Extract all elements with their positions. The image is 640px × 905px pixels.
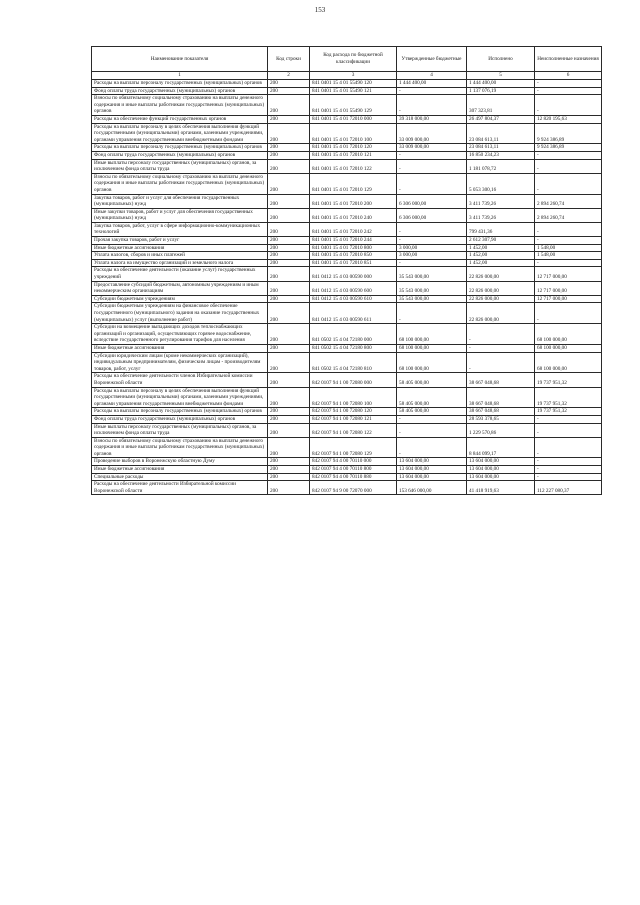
row-unexecuted: - bbox=[535, 222, 602, 236]
row-line-code: 200 bbox=[268, 437, 310, 458]
table-row bbox=[92, 194, 602, 208]
row-name: Расходы на обеспечение деятельности членов Избирательной комиссии Воронежской области bbox=[92, 373, 268, 387]
row-line-code: 200 bbox=[268, 373, 310, 387]
row-name: Уплата налога на имущество организаций и земельного налога bbox=[92, 259, 268, 267]
row-expense-code: 841 0401 15 4 01 55490 121 bbox=[310, 87, 397, 95]
row-expense-code: 841 0401 15 4 01 72010 242 bbox=[310, 222, 397, 236]
row-unexecuted: 2 894 260,74 bbox=[535, 194, 602, 208]
row-line-code: 200 bbox=[268, 222, 310, 236]
header-approved: Утвержденные бюджетные bbox=[397, 47, 467, 72]
row-approved: 13 604 000,00 bbox=[397, 473, 467, 481]
row-executed: 8 844 099,17 bbox=[467, 437, 535, 458]
row-executed: 1 452,00 bbox=[467, 244, 535, 252]
row-approved: 3 000,00 bbox=[397, 252, 467, 260]
row-line-code: 200 bbox=[268, 415, 310, 423]
header-unexecuted: Неисполненные назначения bbox=[535, 47, 602, 72]
column-number-row bbox=[92, 72, 602, 80]
row-line-code: 200 bbox=[268, 281, 310, 295]
row-line-code: 200 bbox=[268, 244, 310, 252]
row-executed: 13 604 000,00 bbox=[467, 466, 535, 474]
table-row bbox=[92, 466, 602, 474]
row-line-code: 200 bbox=[268, 267, 310, 281]
table-row bbox=[92, 144, 602, 152]
row-name: Субсидии бюджетным учреждениям на финансовое обеспечение государственного (муниципального) задания на оказание государственных (муниципальных) услуг (выполнение работ) bbox=[92, 303, 268, 324]
row-unexecuted: - bbox=[535, 303, 602, 324]
row-expense-code: 841 0401 15 4 01 72010 850 bbox=[310, 252, 397, 260]
row-unexecuted: 12 717 000,00 bbox=[535, 281, 602, 295]
row-expense-code: 841 0502 15 4 04 72180 810 bbox=[310, 352, 397, 373]
table-row bbox=[92, 415, 602, 423]
row-approved: 13 604 000,00 bbox=[397, 458, 467, 466]
row-executed: 38 667 048,68 bbox=[467, 408, 535, 416]
row-expense-code: 842 0107 94 1 00 72080 129 bbox=[310, 437, 397, 458]
row-executed: 1 452,00 bbox=[467, 259, 535, 267]
table-row bbox=[92, 252, 602, 260]
row-expense-code: 841 0412 15 4 03 00590 600 bbox=[310, 281, 397, 295]
table-row bbox=[92, 373, 602, 387]
row-approved: - bbox=[397, 87, 467, 95]
row-unexecuted: 1 548,00 bbox=[535, 252, 602, 260]
row-name: Взносы по обязательному социальному страхованию на выплаты денежного содержания и иные выплаты работникам государственных (муниципальных) органов bbox=[92, 437, 268, 458]
row-name: Фонд оплаты труда государственных (муниципальных) органов bbox=[92, 87, 268, 95]
row-unexecuted: 68 100 000,00 bbox=[535, 344, 602, 352]
column-number: 2 bbox=[268, 72, 310, 80]
row-unexecuted: - bbox=[535, 415, 602, 423]
row-line-code: 200 bbox=[268, 144, 310, 152]
row-approved: 35 543 000,00 bbox=[397, 295, 467, 303]
row-unexecuted: - bbox=[535, 259, 602, 267]
row-approved: 3 000,00 bbox=[397, 244, 467, 252]
row-unexecuted: 68 100 000,00 bbox=[535, 324, 602, 345]
row-approved: - bbox=[397, 437, 467, 458]
row-approved: - bbox=[397, 303, 467, 324]
row-expense-code: 842 0107 94 4 00 70110 800 bbox=[310, 466, 397, 474]
header-line-code: Код строки bbox=[268, 47, 310, 72]
row-line-code: 200 bbox=[268, 458, 310, 466]
row-unexecuted: 12 820 195,63 bbox=[535, 115, 602, 123]
row-expense-code: 842 0107 94 1 00 72080 121 bbox=[310, 415, 397, 423]
row-approved: 58 405 000,00 bbox=[397, 373, 467, 387]
row-unexecuted: 112 227 080,37 bbox=[535, 481, 602, 495]
row-line-code: 200 bbox=[268, 151, 310, 159]
row-unexecuted: 19 737 951,32 bbox=[535, 373, 602, 387]
table-row bbox=[92, 259, 602, 267]
row-unexecuted: - bbox=[535, 95, 602, 116]
row-executed: 41 418 919,63 bbox=[467, 481, 535, 495]
row-approved: - bbox=[397, 222, 467, 236]
row-executed: 1 452,00 bbox=[467, 252, 535, 260]
row-name: Закупка товаров, работ, услуг в сфере информационно-коммуникационных технологий bbox=[92, 222, 268, 236]
table-row bbox=[92, 437, 602, 458]
row-unexecuted: - bbox=[535, 159, 602, 173]
row-name: Иные закупки товаров, работ и услуг для обеспечения государственных (муниципальных) нужд bbox=[92, 208, 268, 222]
row-name: Взносы по обязательному социальному страхованию на выплаты денежного содержания и иные выплаты работникам государственных (муниципальных) органов bbox=[92, 173, 268, 194]
row-approved: 6 306 000,00 bbox=[397, 208, 467, 222]
row-expense-code: 841 0401 15 4 01 72010 800 bbox=[310, 244, 397, 252]
row-line-code: 200 bbox=[268, 115, 310, 123]
row-executed: 3 411 739,26 bbox=[467, 208, 535, 222]
row-expense-code: 842 0107 94 1 00 72080 120 bbox=[310, 408, 397, 416]
row-line-code: 200 bbox=[268, 324, 310, 345]
row-executed: 1 181 078,72 bbox=[467, 159, 535, 173]
table-row bbox=[92, 267, 602, 281]
row-executed: 16 850 234,23 bbox=[467, 151, 535, 159]
row-executed: 22 826 000,00 bbox=[467, 303, 535, 324]
row-approved: - bbox=[397, 151, 467, 159]
row-unexecuted: 9 924 386,89 bbox=[535, 144, 602, 152]
row-executed: 28 593 378,65 bbox=[467, 415, 535, 423]
row-name: Взносы по обязательному социальному страхованию на выплаты денежного содержания и иные выплаты работникам государственных (муниципальных) органов bbox=[92, 95, 268, 116]
row-line-code: 200 bbox=[268, 194, 310, 208]
row-executed: 5 053 300,16 bbox=[467, 173, 535, 194]
row-line-code: 200 bbox=[268, 295, 310, 303]
table-row bbox=[92, 281, 602, 295]
table-row bbox=[92, 473, 602, 481]
row-line-code: 200 bbox=[268, 123, 310, 144]
row-expense-code: 842 0107 94 9 00 72070 000 bbox=[310, 481, 397, 495]
row-approved: - bbox=[397, 159, 467, 173]
row-line-code: 200 bbox=[268, 208, 310, 222]
column-number: 1 bbox=[92, 72, 268, 80]
row-unexecuted: 2 894 260,74 bbox=[535, 208, 602, 222]
row-unexecuted: - bbox=[535, 473, 602, 481]
row-expense-code: 841 0401 15 4 01 72010 244 bbox=[310, 237, 397, 245]
row-approved: 35 543 000,00 bbox=[397, 281, 467, 295]
row-expense-code: 841 0502 15 4 04 72180 000 bbox=[310, 324, 397, 345]
table-row bbox=[92, 303, 602, 324]
row-approved: 39 318 000,00 bbox=[397, 115, 467, 123]
row-unexecuted: 9 924 386,89 bbox=[535, 123, 602, 144]
row-approved: 33 009 000,00 bbox=[397, 144, 467, 152]
table-row bbox=[92, 208, 602, 222]
row-approved: 35 543 000,00 bbox=[397, 267, 467, 281]
row-expense-code: 842 0107 94 1 00 72080 000 bbox=[310, 373, 397, 387]
row-name: Проведение выборов в Воронежскую областную Думу bbox=[92, 458, 268, 466]
row-approved: 58 405 000,00 bbox=[397, 387, 467, 408]
row-line-code: 200 bbox=[268, 252, 310, 260]
row-executed: 26 497 804,37 bbox=[467, 115, 535, 123]
row-name: Расходы на выплаты персоналу государственных (муниципальных) органов bbox=[92, 80, 268, 88]
row-executed: 307 323,81 bbox=[467, 95, 535, 116]
row-approved: 68 100 000,00 bbox=[397, 352, 467, 373]
row-name: Иные выплаты персоналу государственных (муниципальных) органов, за исключением фонда оплаты труда bbox=[92, 423, 268, 437]
table-header-row bbox=[92, 47, 602, 72]
row-line-code: 200 bbox=[268, 473, 310, 481]
row-expense-code: 841 0412 15 4 03 00590 000 bbox=[310, 267, 397, 281]
header-indicator-name: Наименование показателя bbox=[92, 47, 268, 72]
row-executed: 23 084 613,11 bbox=[467, 123, 535, 144]
table-row bbox=[92, 408, 602, 416]
row-name: Иные бюджетные ассигнования bbox=[92, 344, 268, 352]
row-approved: 6 306 000,00 bbox=[397, 194, 467, 208]
row-expense-code: 842 0107 94 1 00 72080 122 bbox=[310, 423, 397, 437]
table-row bbox=[92, 423, 602, 437]
row-expense-code: 841 0401 15 4 01 72010 240 bbox=[310, 208, 397, 222]
row-name: Закупка товаров, работ и услуг для обеспечения государственных (муниципальных) нужд bbox=[92, 194, 268, 208]
row-name: Специальные расходы bbox=[92, 473, 268, 481]
row-expense-code: 841 0401 15 4 01 55490 129 bbox=[310, 95, 397, 116]
row-name: Прочая закупка товаров, работ и услуг bbox=[92, 237, 268, 245]
table-row bbox=[92, 222, 602, 236]
row-executed: - bbox=[467, 352, 535, 373]
page-number: 153 bbox=[314, 6, 326, 14]
budget-execution-table bbox=[91, 46, 602, 495]
row-unexecuted: 19 737 951,32 bbox=[535, 387, 602, 408]
row-expense-code: 841 0401 15 4 01 72010 200 bbox=[310, 194, 397, 208]
table-row bbox=[92, 87, 602, 95]
row-expense-code: 841 0502 15 4 04 72180 800 bbox=[310, 344, 397, 352]
row-line-code: 200 bbox=[268, 352, 310, 373]
column-number: 5 bbox=[467, 72, 535, 80]
table-row bbox=[92, 344, 602, 352]
table-row bbox=[92, 244, 602, 252]
row-line-code: 200 bbox=[268, 237, 310, 245]
row-name: Иные бюджетные ассигнования bbox=[92, 244, 268, 252]
row-line-code: 200 bbox=[268, 95, 310, 116]
row-line-code: 200 bbox=[268, 303, 310, 324]
row-name: Расходы на выплаты персоналу государственных (муниципальных) органов bbox=[92, 144, 268, 152]
table-row bbox=[92, 324, 602, 345]
row-unexecuted: - bbox=[535, 237, 602, 245]
row-unexecuted: - bbox=[535, 423, 602, 437]
table-row bbox=[92, 159, 602, 173]
table-row bbox=[92, 387, 602, 408]
row-line-code: 200 bbox=[268, 481, 310, 495]
row-approved: - bbox=[397, 237, 467, 245]
row-expense-code: 842 0107 94 4 00 70110 880 bbox=[310, 473, 397, 481]
row-unexecuted: - bbox=[535, 458, 602, 466]
row-expense-code: 841 0412 15 4 03 00590 610 bbox=[310, 295, 397, 303]
row-line-code: 200 bbox=[268, 87, 310, 95]
row-executed: 1 229 570,86 bbox=[467, 423, 535, 437]
row-approved: 33 009 000,00 bbox=[397, 123, 467, 144]
row-approved: - bbox=[397, 423, 467, 437]
table-row bbox=[92, 173, 602, 194]
row-expense-code: 841 0401 15 4 01 72010 121 bbox=[310, 151, 397, 159]
header-executed: Исполнено bbox=[467, 47, 535, 72]
row-name: Уплата налогов, сборов и иных платежей bbox=[92, 252, 268, 260]
row-line-code: 200 bbox=[268, 80, 310, 88]
row-line-code: 200 bbox=[268, 344, 310, 352]
row-name: Расходы на обеспечение деятельности Избирательной комиссии Воронежской области bbox=[92, 481, 268, 495]
row-expense-code: 841 0401 15 4 01 72010 122 bbox=[310, 159, 397, 173]
table-row bbox=[92, 295, 602, 303]
row-name: Расходы на обеспечение функций государственных органов bbox=[92, 115, 268, 123]
row-name: Субсидии бюджетным учреждениям bbox=[92, 295, 268, 303]
row-executed: 22 826 000,00 bbox=[467, 281, 535, 295]
row-name: Расходы на выплаты персоналу в целях обеспечения выполнения функций государственными (муниципальными) органами, казенными учреждениями, органами управления государственными внебюджетными фондами bbox=[92, 387, 268, 408]
column-number: 3 bbox=[310, 72, 397, 80]
row-name: Иные выплаты персоналу государственных (муниципальных) органов, за исключением фонда оплаты труда bbox=[92, 159, 268, 173]
table-row bbox=[92, 458, 602, 466]
row-executed: 23 084 613,11 bbox=[467, 144, 535, 152]
row-name: Расходы на обеспечение деятельности (оказание услуг) государственных учреждений bbox=[92, 267, 268, 281]
table-row bbox=[92, 151, 602, 159]
table-row bbox=[92, 80, 602, 88]
row-executed: 38 667 048,68 bbox=[467, 373, 535, 387]
row-expense-code: 841 0401 15 4 01 72010 120 bbox=[310, 144, 397, 152]
row-unexecuted: 19 737 951,32 bbox=[535, 408, 602, 416]
row-expense-code: 841 0401 15 4 01 72010 100 bbox=[310, 123, 397, 144]
row-approved: - bbox=[397, 173, 467, 194]
row-line-code: 200 bbox=[268, 259, 310, 267]
row-executed: 799 431,36 bbox=[467, 222, 535, 236]
row-unexecuted: - bbox=[535, 151, 602, 159]
row-approved: 13 604 000,00 bbox=[397, 466, 467, 474]
table-row bbox=[92, 237, 602, 245]
row-unexecuted: 1 548,00 bbox=[535, 244, 602, 252]
row-expense-code: 841 0401 15 4 01 72010 000 bbox=[310, 115, 397, 123]
row-line-code: 200 bbox=[268, 423, 310, 437]
row-name: Иные бюджетные ассигнования bbox=[92, 466, 268, 474]
row-expense-code: 841 0401 15 4 01 72010 851 bbox=[310, 259, 397, 267]
row-unexecuted: 12 717 000,00 bbox=[535, 295, 602, 303]
row-expense-code: 841 0401 15 4 01 55490 120 bbox=[310, 80, 397, 88]
row-executed: - bbox=[467, 324, 535, 345]
row-line-code: 200 bbox=[268, 408, 310, 416]
row-line-code: 200 bbox=[268, 466, 310, 474]
row-approved: - bbox=[397, 415, 467, 423]
row-name: Фонд оплаты труда государственных (муниципальных) органов bbox=[92, 415, 268, 423]
row-name: Расходы на выплаты персоналу государственных (муниципальных) органов bbox=[92, 408, 268, 416]
table-row bbox=[92, 123, 602, 144]
row-executed: - bbox=[467, 344, 535, 352]
row-approved: 68 100 000,00 bbox=[397, 324, 467, 345]
row-executed: 1 444 400,00 bbox=[467, 80, 535, 88]
row-name: Субсидии юридическим лицам (кроме некоммерческих организаций), индивидуальным предпринимателям, физическим лицам - производителям товаров, работ, услуг bbox=[92, 352, 268, 373]
row-line-code: 200 bbox=[268, 173, 310, 194]
column-number: 4 bbox=[397, 72, 467, 80]
row-expense-code: 841 0401 15 4 01 72010 129 bbox=[310, 173, 397, 194]
column-number: 6 bbox=[535, 72, 602, 80]
row-expense-code: 842 0107 94 4 00 70110 000 bbox=[310, 458, 397, 466]
row-unexecuted: - bbox=[535, 87, 602, 95]
row-executed: 3 411 739,26 bbox=[467, 194, 535, 208]
row-executed: 38 667 048,68 bbox=[467, 387, 535, 408]
row-unexecuted: - bbox=[535, 173, 602, 194]
row-approved: 153 646 000,00 bbox=[397, 481, 467, 495]
row-unexecuted: - bbox=[535, 80, 602, 88]
table-row bbox=[92, 95, 602, 116]
row-approved: - bbox=[397, 95, 467, 116]
row-line-code: 200 bbox=[268, 159, 310, 173]
row-executed: 1 137 076,19 bbox=[467, 87, 535, 95]
row-unexecuted: - bbox=[535, 466, 602, 474]
row-line-code: 200 bbox=[268, 387, 310, 408]
table-body bbox=[92, 80, 602, 495]
row-unexecuted: - bbox=[535, 437, 602, 458]
row-name: Субсидии на возмещение выпадающих доходов теплоснабжающих организаций и организаций, осуществляющих горячее водоснабжение, вследствие государственного регулирования тарифов для населения bbox=[92, 324, 268, 345]
row-approved: - bbox=[397, 259, 467, 267]
table-row bbox=[92, 115, 602, 123]
row-name: Предоставление субсидий бюджетным, автономным учреждениям и иным некоммерческим организациям bbox=[92, 281, 268, 295]
header-expense-code: Код расхода по бюджетной классификации bbox=[310, 47, 397, 72]
row-executed: 2 612 307,90 bbox=[467, 237, 535, 245]
row-executed: 13 604 000,00 bbox=[467, 458, 535, 466]
table-row bbox=[92, 481, 602, 495]
row-approved: 1 444 400,00 bbox=[397, 80, 467, 88]
row-approved: 68 100 000,00 bbox=[397, 344, 467, 352]
row-unexecuted: 68 100 000,00 bbox=[535, 352, 602, 373]
row-unexecuted: 12 717 000,00 bbox=[535, 267, 602, 281]
table-row bbox=[92, 352, 602, 373]
row-executed: 22 826 000,00 bbox=[467, 267, 535, 281]
row-approved: 58 405 000,00 bbox=[397, 408, 467, 416]
row-expense-code: 842 0107 94 1 00 72080 100 bbox=[310, 387, 397, 408]
row-executed: 13 604 000,00 bbox=[467, 473, 535, 481]
row-name: Фонд оплаты труда государственных (муниципальных) органов bbox=[92, 151, 268, 159]
row-executed: 22 826 000,00 bbox=[467, 295, 535, 303]
row-name: Расходы на выплаты персоналу в целях обеспечения выполнения функций государственными (муниципальными) органами, казенными учреждениями, органами управления государственными внебюджетными фондами bbox=[92, 123, 268, 144]
row-expense-code: 841 0412 15 4 03 00590 611 bbox=[310, 303, 397, 324]
